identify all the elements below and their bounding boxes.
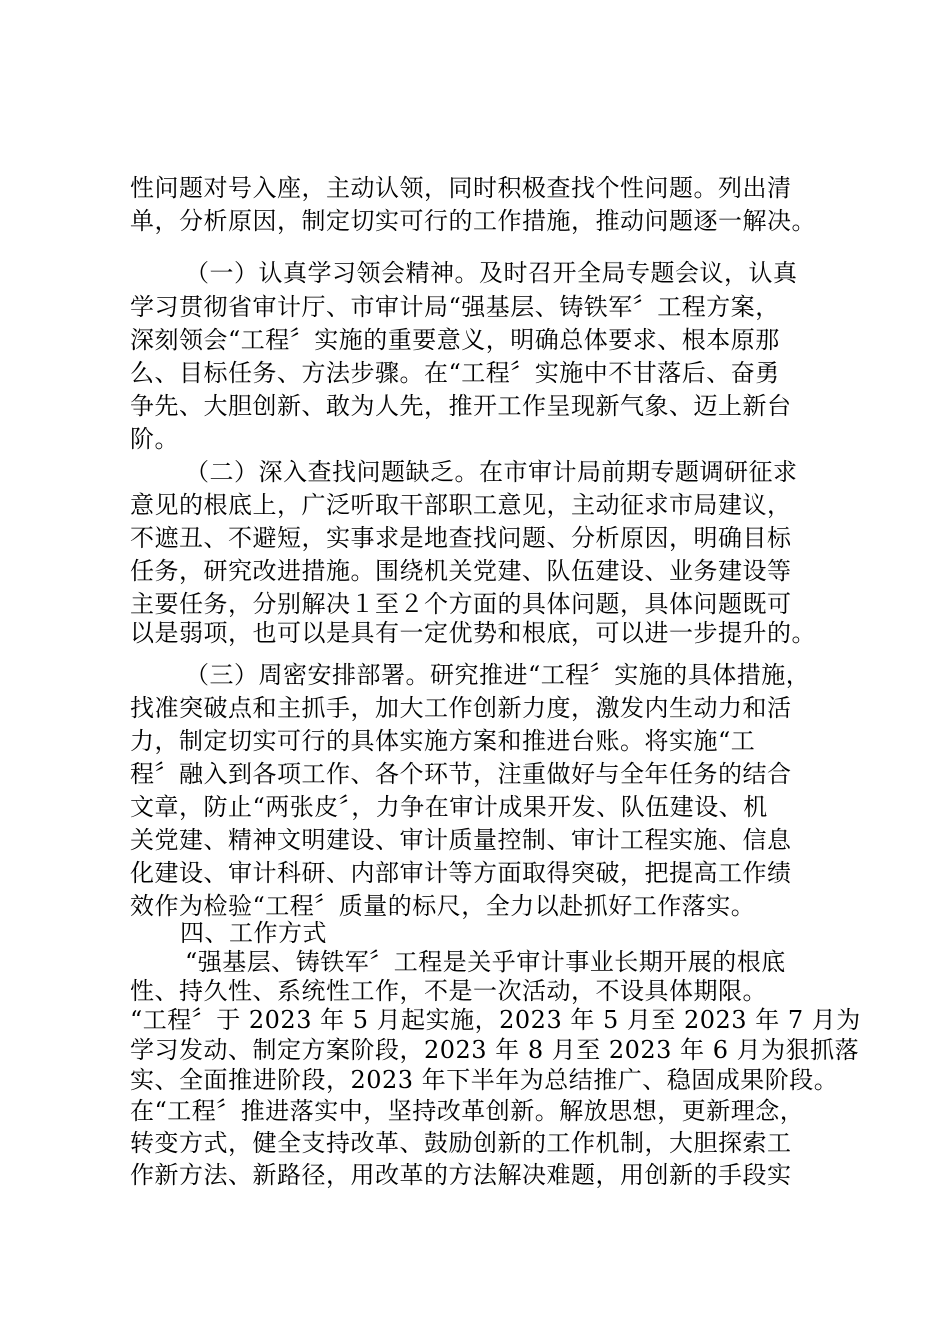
text-line: 学习贯彻省审计厅、市审计局“强基层、铸铁军〞工程方案， [130, 293, 780, 321]
text-line: 找准突破点和主抓手，加大工作创新力度，激发内生动力和活 [130, 694, 792, 722]
text-line: 效作为检验“工程〞质量的标尺，全力以赴抓好工作落实。 [130, 892, 756, 920]
text-line: “工程〞于 2023 年 5 月起实施，2023 年 5 月至 2023 年 7 月为 [130, 1006, 861, 1034]
text-line: 程〞融入到各项工作、各个环节，注重做好与全年任务的结合 [130, 760, 792, 788]
text-line: 性、持久性、系统性工作，不是一次活动，不设具体期限。 [130, 977, 767, 1005]
text-line: 深刻领会“工程〞实施的重要意义，明确总体要求、根本原那 [130, 326, 780, 354]
text-line: 单，分析原因，制定切实可行的工作措施，推动问题逐一解决。 [130, 207, 816, 235]
text-line: 不遮丑、不避短，实事求是地查找问题、分析原因，明确目标 [130, 524, 792, 552]
text-line: 性问题对号入座，主动认领，同时积极查找个性问题。列出清 [130, 174, 792, 202]
text-line: 么、目标任务、方法步骤。在“工程〞实施中不甘落后、奋勇 [130, 359, 780, 387]
section-heading: 四、工作方式 [180, 919, 327, 947]
text-line: 实、全面推进阶段，2023 年下半年为总结推广、稳固成果阶段。 [130, 1066, 839, 1094]
text-line: 化建设、审计科研、内部审计等方面取得突破，把提高工作绩 [130, 859, 792, 887]
paragraph-heading: （一）认真学习领会精神。及时召开全局专题会议，认真 [185, 259, 798, 287]
paragraph-heading: （三）周密安排部署。研究推进“工程〞实施的具体措施， [185, 661, 811, 689]
text-line: 文章，防止“两张皮〞，力争在审计成果开发、队伍建设、机 [130, 793, 768, 821]
text-line: 任务，研究改进措施。围绕机关党建、队伍建设、业务建设等 [130, 557, 792, 585]
text-line: 转变方式，健全支持改革、鼓励创新的工作机制，大胆探索工 [130, 1129, 792, 1157]
text-line: 在“工程〞推进落实中，坚持改革创新。解放思想，更新理念， [130, 1097, 805, 1125]
text-line: “强基层、铸铁军〞工程是关乎审计事业长期开展的根底 [185, 948, 786, 976]
text-line: 力，制定切实可行的具体实施方案和推进台账。将实施“工 [130, 727, 756, 755]
text-line: 主要任务，分别解决１至２个方面的具体问题，具体问题既可 [130, 590, 792, 618]
text-line: 意见的根底上，广泛听取干部职工意见，主动征求市局建议， [130, 491, 792, 519]
paragraph-heading: （二）深入查找问题缺乏。在市审计局前期专题调研征求 [185, 458, 798, 486]
text-line: 关党建、精神文明建设、审计质量控制、审计工程实施、信息 [130, 826, 792, 854]
text-line: 以是弱项，也可以是具有一定优势和根底，可以进一步提升的。 [130, 619, 816, 647]
text-line: 争先、大胆创新、敢为人先，推开工作呈现新气象、迈上新台 [130, 392, 792, 420]
text-line: 作新方法、新路径，用改革的方法解决难题，用创新的手段实 [130, 1161, 792, 1189]
text-line: 阶。 [130, 425, 179, 453]
text-line: 学习发动、制定方案阶段，2023 年 8 月至 2023 年 6 月为狠抓落 [130, 1036, 860, 1064]
